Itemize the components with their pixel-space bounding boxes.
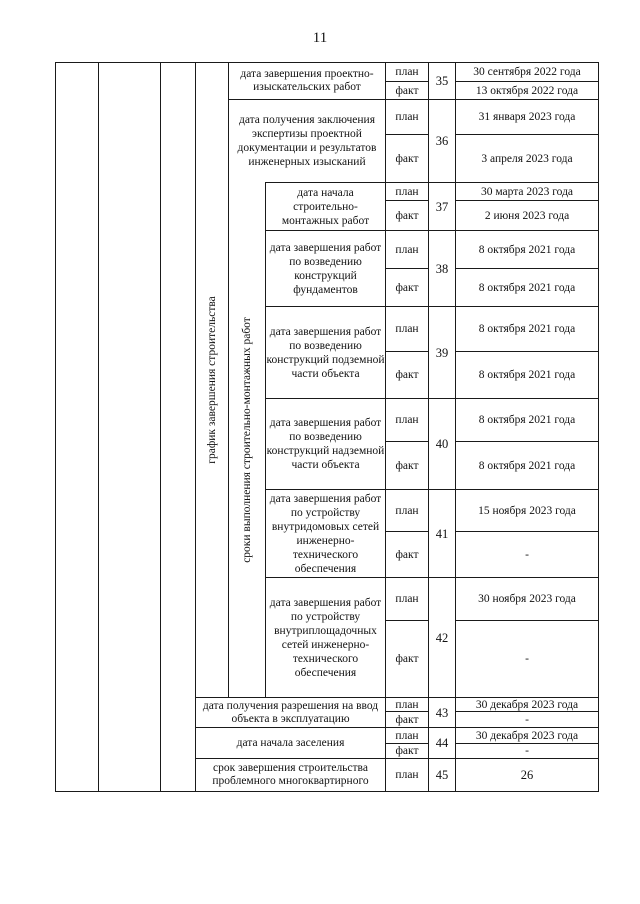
plan-label: план [395,414,419,426]
row-label: дата завершения работ по возведению конструкций надземной части объекта [266,417,385,471]
table-rule [160,62,161,792]
row-label: дата завершения проектно-изыскательских работ [240,68,374,93]
plan-value: 8 октября 2021 года [478,323,576,335]
fact-value: - [525,653,529,665]
row-number: 39 [435,345,449,360]
row-label: срок завершения строительства проблемного многоквартирного [212,762,369,787]
plan-value: 8 октября 2021 года [478,243,576,256]
fact-label: факт [395,209,419,222]
fact-label: факт [395,84,419,97]
row-number: 44 [435,736,449,750]
plan-label: план [395,504,419,517]
row-label: дата завершения работ по возведению конструкций подземной части объекта [266,325,385,380]
plan-label: план [395,769,419,781]
plan-value: 26 [520,768,534,782]
row-label: дата получения заключения экспертизы проектной документации и результатов инженерных изысканий [237,114,377,168]
fact-label: факт [395,152,419,165]
row-label: дата начала заселения [236,736,345,749]
row-number: 35 [435,74,449,88]
row-label: дата начала строительно-монтажных работ [281,186,370,227]
row-number: 40 [435,437,449,451]
row-label: дата получения разрешения на ввод объекта в эксплуатацию [202,699,379,725]
fact-label: факт [395,713,419,726]
fact-value: 2 июня 2023 года [484,209,570,222]
plan-label: план [395,729,419,742]
row-number: 38 [435,261,449,276]
plan-label: план [395,243,419,256]
plan-value: 30 декабря 2023 года [475,698,579,711]
row-number: 42 [435,630,449,645]
table-rule [98,62,99,792]
plan-label: план [395,323,419,335]
plan-value: 8 октября 2021 года [478,414,576,426]
fact-value: 13 октября 2022 года [475,84,579,97]
page-number: 11 [312,30,328,46]
row-number: 41 [435,526,449,541]
fact-value: 3 апреля 2023 года [481,152,573,165]
fact-label: факт [395,459,419,472]
fact-value: 8 октября 2021 года [478,281,576,294]
plan-value: 30 ноября 2023 года [478,593,576,605]
plan-label: план [395,593,419,605]
row-label: дата завершения работ по устройству внутриплощадочных сетей инженерно-технического обеспечения [269,596,382,679]
plan-value: 31 января 2023 года [478,111,576,123]
table-right-border [598,62,599,792]
fact-value: 8 октября 2021 года [478,369,576,381]
plan-value: 15 ноября 2023 года [478,504,576,517]
fact-value: - [525,745,529,757]
group-label-construction-schedule: график завершения строительства [205,295,218,464]
fact-label: факт [395,745,419,757]
group-label-construction-terms: сроки выполнения строительно-монтажных работ [240,316,253,563]
plan-label: план [395,185,419,198]
fact-value: 8 октября 2021 года [478,459,576,472]
fact-label: факт [395,548,419,561]
row-number: 45 [435,768,449,782]
plan-value: 30 сентября 2022 года [473,66,581,78]
fact-label: факт [395,369,419,381]
fact-value: - [525,548,529,561]
plan-label: план [395,698,419,711]
fact-label: факт [395,653,419,665]
plan-value: 30 декабря 2023 года [475,729,579,742]
plan-label: план [395,66,419,78]
row-number: 36 [435,134,449,148]
fact-value: - [525,713,529,726]
plan-value: 30 марта 2023 года [480,185,574,198]
row-number: 37 [435,199,449,214]
row-label: дата завершения работ по устройству внутридомовых сетей инженерно-технического обеспечения [269,492,382,575]
row-label: дата завершения работ по возведению конструкций фундаментов [269,241,382,296]
table-bottom-border [55,791,599,792]
plan-label: план [395,111,419,123]
table-left-border [55,62,56,792]
fact-label: факт [395,281,419,294]
row-number: 43 [435,705,449,720]
